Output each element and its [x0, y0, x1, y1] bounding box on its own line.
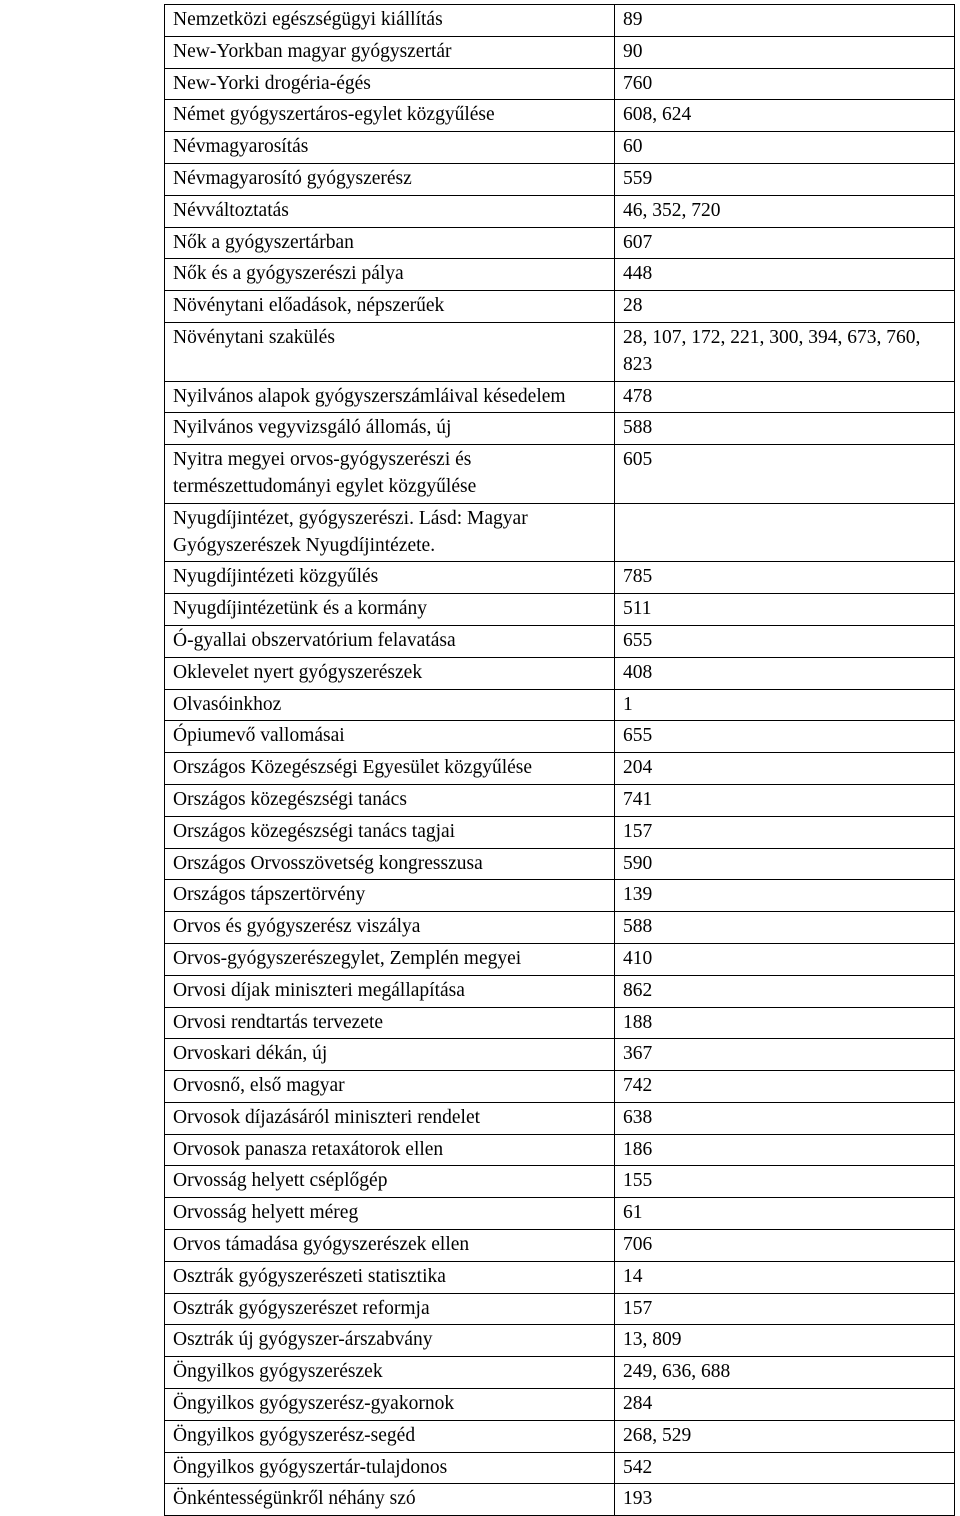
index-term: Orvosok díjazásáról miniszteri rendelet — [165, 1102, 615, 1134]
index-term: Orvos támadása gyógyszerészek ellen — [165, 1230, 615, 1262]
page-numbers: 605 — [615, 445, 955, 504]
table-row — [165, 322, 955, 381]
index-term: Öngyilkos gyógyszerész-segéd — [165, 1420, 615, 1452]
index-term: Orvosnő, első magyar — [165, 1071, 615, 1103]
page-numbers: 511 — [615, 594, 955, 626]
table-row — [165, 259, 955, 291]
page-numbers: 655 — [615, 721, 955, 753]
index-term: Német gyógyszertáros-egylet közgyűlése — [165, 100, 615, 132]
index-term: Orvosság helyett méreg — [165, 1198, 615, 1230]
index-term: Oklevelet nyert gyógyszerészek — [165, 657, 615, 689]
table-row — [165, 943, 955, 975]
index-term: Orvos és gyógyszerész viszálya — [165, 912, 615, 944]
table-row — [165, 689, 955, 721]
index-term: Országos tápszertörvény — [165, 880, 615, 912]
page-numbers: 785 — [615, 562, 955, 594]
table-row — [165, 100, 955, 132]
table-row — [165, 657, 955, 689]
page-numbers: 1 — [615, 689, 955, 721]
index-term: Osztrák gyógyszerészet reformja — [165, 1293, 615, 1325]
page-numbers — [615, 503, 955, 562]
table-row — [165, 1134, 955, 1166]
index-term: Országos közegészségi tanács tagjai — [165, 816, 615, 848]
table-row — [165, 5, 955, 37]
index-term: Ópiumevő vallomásai — [165, 721, 615, 753]
index-term: Nyitra megyei orvos-gyógyszerészi és természettudományi egylet közgyűlése — [165, 445, 615, 504]
page-numbers: 760 — [615, 68, 955, 100]
index-term: New-Yorkban magyar gyógyszertár — [165, 36, 615, 68]
page-numbers: 28, 107, 172, 221, 300, 394, 673, 760, 823 — [615, 322, 955, 381]
table-row — [165, 413, 955, 445]
index-term: Nemzetközi egészségügyi kiállítás — [165, 5, 615, 37]
table-row — [165, 816, 955, 848]
table-row — [165, 1166, 955, 1198]
table-row — [165, 1357, 955, 1389]
table-row — [165, 1198, 955, 1230]
index-term: Nők a gyógyszertárban — [165, 227, 615, 259]
page-numbers: 408 — [615, 657, 955, 689]
index-term: Névmagyarosítás — [165, 132, 615, 164]
page-numbers: 742 — [615, 1071, 955, 1103]
page-numbers: 139 — [615, 880, 955, 912]
index-table-body — [165, 5, 955, 1516]
table-row — [165, 784, 955, 816]
page-numbers: 862 — [615, 975, 955, 1007]
index-term: Névváltoztatás — [165, 195, 615, 227]
page-numbers: 89 — [615, 5, 955, 37]
table-row — [165, 195, 955, 227]
table-row — [165, 625, 955, 657]
table-row — [165, 381, 955, 413]
index-term: Öngyilkos gyógyszerész-gyakornok — [165, 1389, 615, 1421]
table-row — [165, 721, 955, 753]
index-term: Növénytani előadások, népszerűek — [165, 291, 615, 323]
index-term: Öngyilkos gyógyszertár-tulajdonos — [165, 1452, 615, 1484]
table-row — [165, 562, 955, 594]
table-row — [165, 753, 955, 785]
page-numbers: 542 — [615, 1452, 955, 1484]
table-row — [165, 291, 955, 323]
index-term: Orvosok panasza retaxátorok ellen — [165, 1134, 615, 1166]
page-numbers: 559 — [615, 163, 955, 195]
page-numbers: 13, 809 — [615, 1325, 955, 1357]
index-term: Orvosi díjak miniszteri megállapítása — [165, 975, 615, 1007]
index-term: Nyugdíjintézeti közgyűlés — [165, 562, 615, 594]
index-table — [164, 4, 955, 1516]
page-numbers: 284 — [615, 1389, 955, 1421]
page-numbers: 155 — [615, 1166, 955, 1198]
index-term: Osztrák gyógyszerészeti statisztika — [165, 1261, 615, 1293]
index-term: Orvos-gyógyszerészegylet, Zemplén megyei — [165, 943, 615, 975]
page-numbers: 157 — [615, 1293, 955, 1325]
table-row — [165, 1452, 955, 1484]
page-numbers: 188 — [615, 1007, 955, 1039]
table-row — [165, 132, 955, 164]
table-row — [165, 503, 955, 562]
index-term: New-Yorki drogéria-égés — [165, 68, 615, 100]
table-row — [165, 1039, 955, 1071]
page-numbers: 28 — [615, 291, 955, 323]
table-row — [165, 1389, 955, 1421]
page-numbers: 478 — [615, 381, 955, 413]
page-numbers: 61 — [615, 1198, 955, 1230]
index-term: Országos Orvosszövetség kongresszusa — [165, 848, 615, 880]
index-term: Nők és a gyógyszerészi pálya — [165, 259, 615, 291]
index-term: Országos közegészségi tanács — [165, 784, 615, 816]
page-numbers: 706 — [615, 1230, 955, 1262]
page-numbers: 741 — [615, 784, 955, 816]
table-row — [165, 36, 955, 68]
index-term: Névmagyarosító gyógyszerész — [165, 163, 615, 195]
index-term: Öngyilkos gyógyszerészek — [165, 1357, 615, 1389]
table-row — [165, 227, 955, 259]
page-numbers: 157 — [615, 816, 955, 848]
table-row — [165, 1102, 955, 1134]
index-term: Orvosság helyett cséplőgép — [165, 1166, 615, 1198]
page-numbers: 367 — [615, 1039, 955, 1071]
table-row — [165, 594, 955, 626]
page-numbers: 607 — [615, 227, 955, 259]
page-numbers: 249, 636, 688 — [615, 1357, 955, 1389]
table-row — [165, 848, 955, 880]
table-row — [165, 912, 955, 944]
page-numbers: 448 — [615, 259, 955, 291]
page-numbers: 638 — [615, 1102, 955, 1134]
page-numbers: 410 — [615, 943, 955, 975]
index-term: Önkéntességünkről néhány szó — [165, 1484, 615, 1516]
table-row — [165, 1230, 955, 1262]
page-numbers: 204 — [615, 753, 955, 785]
index-term: Orvoskari dékán, új — [165, 1039, 615, 1071]
table-row — [165, 1484, 955, 1516]
page-numbers: 193 — [615, 1484, 955, 1516]
page-numbers: 90 — [615, 36, 955, 68]
page-numbers: 588 — [615, 413, 955, 445]
index-term: Országos Közegészségi Egyesület közgyűlése — [165, 753, 615, 785]
index-term: Nyilvános vegyvizsgáló állomás, új — [165, 413, 615, 445]
page-numbers: 268, 529 — [615, 1420, 955, 1452]
table-row — [165, 880, 955, 912]
table-row — [165, 975, 955, 1007]
table-row — [165, 1325, 955, 1357]
index-term: Osztrák új gyógyszer-árszabvány — [165, 1325, 615, 1357]
page-numbers: 60 — [615, 132, 955, 164]
page-numbers: 14 — [615, 1261, 955, 1293]
page-numbers: 186 — [615, 1134, 955, 1166]
index-term: Nyugdíjintézet, gyógyszerészi. Lásd: Magyar Gyógyszerészek Nyugdíjintézete. — [165, 503, 615, 562]
table-row — [165, 445, 955, 504]
table-row — [165, 1071, 955, 1103]
index-term: Orvosi rendtartás tervezete — [165, 1007, 615, 1039]
page-numbers: 46, 352, 720 — [615, 195, 955, 227]
index-term: Növénytani szakülés — [165, 322, 615, 381]
table-row — [165, 68, 955, 100]
table-row — [165, 163, 955, 195]
table-row — [165, 1420, 955, 1452]
page-numbers: 590 — [615, 848, 955, 880]
index-term: Nyugdíjintézetünk és a kormány — [165, 594, 615, 626]
page-numbers: 588 — [615, 912, 955, 944]
table-row — [165, 1293, 955, 1325]
page-numbers: 608, 624 — [615, 100, 955, 132]
index-term: Nyilvános alapok gyógyszerszámláival késedelem — [165, 381, 615, 413]
table-row — [165, 1261, 955, 1293]
page-numbers: 655 — [615, 625, 955, 657]
index-term: Olvasóinkhoz — [165, 689, 615, 721]
index-term: Ó-gyallai obszervatórium felavatása — [165, 625, 615, 657]
table-row — [165, 1007, 955, 1039]
